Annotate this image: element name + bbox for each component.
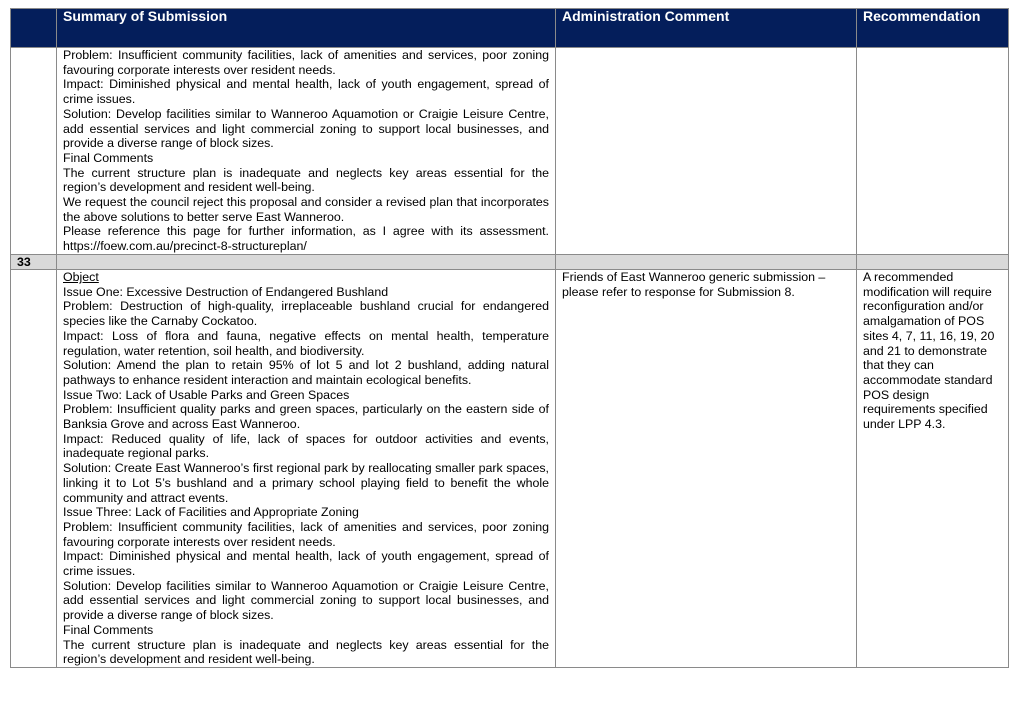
summary-line: The current structure plan is inadequate and neglects key areas essential for the region’s development and resident well-being. [63, 637, 549, 667]
header-recommendation: Recommendation [857, 9, 1009, 48]
summary-line: Impact: Loss of flora and fauna, negative effects on mental health, temperature regulation, water retention, soil health, and biodiversity. [63, 328, 549, 358]
summary-line: Issue One: Excessive Destruction of Endangered Bushland [63, 284, 389, 299]
summary-line: Problem: Insufficient community facilities, lack of amenities and services, poor zoning favouring corporate interests over resident needs. [63, 48, 549, 77]
summary-line: Issue Two: Lack of Usable Parks and Green Spaces [63, 387, 350, 402]
submission-number-row [11, 255, 1009, 270]
recommendation-cell [857, 48, 1009, 255]
header-number [11, 9, 57, 48]
summary-line: Solution: Develop facilities similar to Wanneroo Aquamotion or Craigie Leisure Centre, add essential services and light commercial zoning to support local businesses, and provide a diverse range of block sizes. [63, 578, 549, 623]
summary-line: Please reference this page for further information, as I agree with its assessment. https://foew.com.au/precinct-8-structureplan/ [63, 224, 549, 254]
admin-comment-cell [556, 48, 857, 255]
separator-cell [857, 255, 1009, 270]
summary-line: Solution: Create East Wanneroo’s first regional park by reallocating smaller park spaces, linking it to Lot 5’s bushland and a primary school playing field to benefit the whole community and attract events. [63, 461, 549, 505]
recommendation-cell: A recommended modification will require reconfiguration and/or amalgamation of POS sites 4, 7, 11, 16, 19, 20 and 21 to demonstrate that they can accommodate standard POS design requirements specified under LPP 4.3. [857, 270, 1009, 668]
separator-cell [57, 255, 556, 270]
summary-line: Impact: Reduced quality of life, lack of spaces for outdoor activities and events, inadequate regional parks. [63, 431, 549, 461]
summary-line: The current structure plan is inadequate and neglects key areas essential for the region’s development and resident well-being. [63, 165, 549, 195]
submission-number-cell [11, 48, 57, 255]
table-row-submission [11, 270, 1009, 668]
summary-line: Final Comments [63, 150, 154, 165]
stance-label: Object [63, 270, 99, 284]
summary-line: Issue Three: Lack of Facilities and Appropriate Zoning [63, 505, 359, 520]
header-summary: Summary of Submission [57, 9, 556, 48]
summary-cell [57, 270, 556, 668]
summary-line: Final Comments [63, 622, 154, 637]
submission-number-cell [11, 270, 57, 668]
admin-comment-cell: Friends of East Wanneroo generic submission – please refer to response for Submission 8. [556, 270, 857, 668]
summary-line: Solution: Develop facilities similar to Wanneroo Aquamotion or Craigie Leisure Centre, add essential services and light commercial zoning to support local businesses, and provide a diverse range of block sizes. [63, 106, 549, 151]
summary-line: Problem: Insufficient quality parks and green spaces, particularly on the eastern side of Banksia Grove and across East Wanneroo. [63, 402, 549, 432]
summary-line: Impact: Diminished physical and mental health, lack of youth engagement, spread of crime issues. [63, 77, 549, 107]
table-header-row [11, 9, 1009, 48]
header-admin-comment: Administration Comment [556, 9, 857, 48]
summary-line: Solution: Amend the plan to retain 95% of lot 5 and lot 2 bushland, adding natural pathways to enhance resident interaction and maintain ecological benefits. [63, 358, 549, 387]
summary-line: Problem: Destruction of high-quality, irreplaceable bushland crucial for endangered species like the Carnaby Cockatoo. [63, 299, 549, 329]
submission-number: 33 [11, 255, 57, 270]
submissions-table [10, 8, 1009, 668]
summary-line: Problem: Insufficient community facilities, lack of amenities and services, poor zoning favouring corporate interests over resident needs. [63, 519, 549, 549]
summary-line: Impact: Diminished physical and mental health, lack of youth engagement, spread of crime issues. [63, 549, 549, 579]
summary-line: We request the council reject this proposal and consider a revised plan that incorporates the above solutions to better serve East Wanneroo. [63, 195, 549, 224]
separator-cell [556, 255, 857, 270]
summary-cell [57, 48, 556, 255]
table-row-continued [11, 48, 1009, 255]
